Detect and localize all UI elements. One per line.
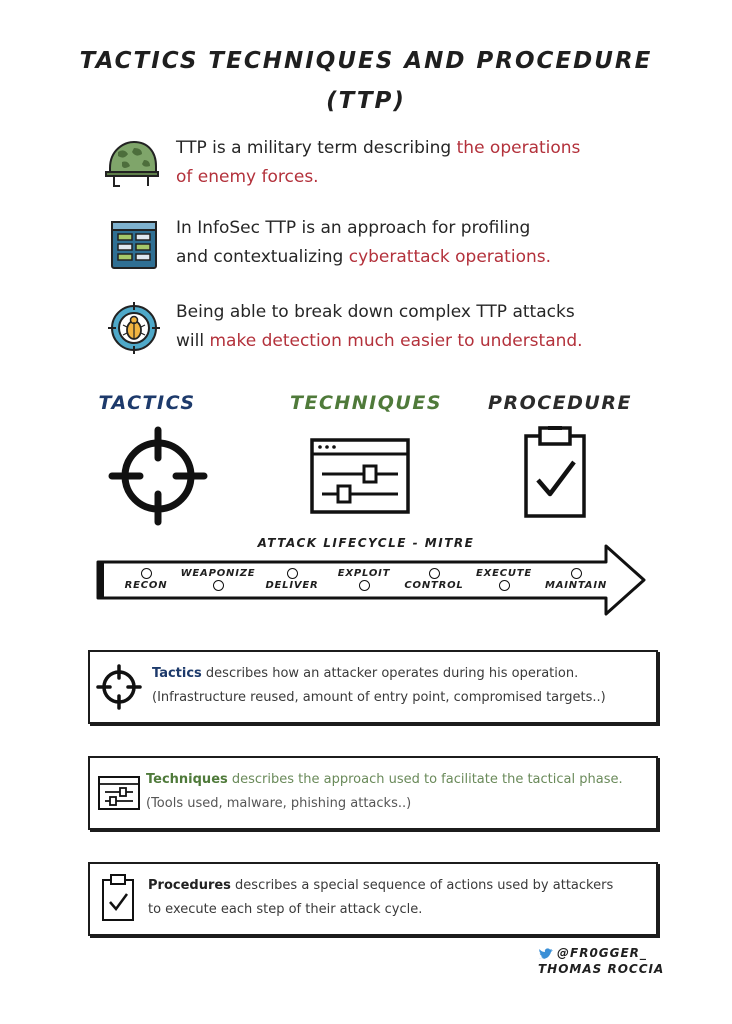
step-label: WEAPONIZE xyxy=(180,568,256,579)
box-text-line: describes the approach used to facilitate the tactical phase. xyxy=(227,772,623,787)
box-text-line: describes how an attacker operates during his operation. xyxy=(201,666,579,681)
intro-text-highlight: the operations xyxy=(456,138,581,158)
lifecycle-step xyxy=(542,568,610,591)
box-text-line: (Infrastructure reused, amount of entry point, compromised targets..) xyxy=(152,690,606,705)
intro-item xyxy=(104,298,664,358)
intro-text-plain: In InfoSec TTP is an approach for profiling xyxy=(176,218,531,238)
military-helmet-icon xyxy=(104,138,160,190)
procedures-description-box xyxy=(88,862,658,936)
intro-text-highlight: of enemy forces. xyxy=(176,167,319,187)
step-label: DELIVER xyxy=(265,580,319,591)
tactics-heading: TACTICS xyxy=(98,392,196,414)
tactics-description-box xyxy=(88,650,658,724)
box-text-line: (Tools used, malware, phishing attacks..) xyxy=(146,796,412,811)
lifecycle-step xyxy=(264,568,320,591)
step-label: EXPLOIT xyxy=(337,568,391,579)
intro-text-plain: Being able to break down complex TTP attacks xyxy=(176,302,575,322)
step-label: MAINTAIN xyxy=(544,580,608,591)
intro-text-highlight: cyberattack operations. xyxy=(348,247,552,267)
lifecycle-step xyxy=(122,568,170,591)
lifecycle-step xyxy=(472,568,536,591)
twitter-handle[interactable]: @FR0GGER_ xyxy=(557,946,647,960)
intro-item xyxy=(104,134,664,194)
crosshair-icon xyxy=(96,664,142,710)
techniques-description-box xyxy=(88,756,658,830)
techniques-heading: TECHNIQUES xyxy=(290,392,442,414)
page-subtitle: (TTP) xyxy=(326,88,406,114)
bug-target-icon xyxy=(104,302,160,354)
step-label: EXECUTE xyxy=(475,568,533,579)
clipboard-check-icon xyxy=(100,872,136,922)
box-text-line: to execute each step of their attack cycle. xyxy=(148,902,423,917)
intro-text-plain: will xyxy=(176,331,210,351)
box-keyword: Tactics xyxy=(152,666,202,681)
lifecycle-title: ATTACK LIFECYCLE - MITRE xyxy=(257,536,475,550)
page-title: TACTICS TECHNIQUES AND PROCEDURE xyxy=(79,48,653,74)
intro-text-plain: TTP is a military term describing xyxy=(176,138,457,158)
lifecycle-step xyxy=(402,568,466,591)
procedure-heading: PROCEDURE xyxy=(488,392,632,414)
credit xyxy=(538,946,688,976)
sliders-window-icon xyxy=(308,436,414,516)
step-label: CONTROL xyxy=(404,580,464,591)
intro-text-plain: and contextualizing xyxy=(176,247,349,267)
step-marker xyxy=(213,580,224,591)
crosshair-icon xyxy=(108,426,212,526)
app-window-icon xyxy=(104,218,160,270)
lifecycle-step xyxy=(334,568,394,591)
lifecycle-step xyxy=(180,568,256,591)
twitter-bird-icon xyxy=(538,946,554,960)
step-marker xyxy=(287,568,298,579)
step-label: RECON xyxy=(124,580,168,591)
step-marker xyxy=(571,568,582,579)
clipboard-check-icon xyxy=(520,422,590,520)
step-marker xyxy=(359,580,370,591)
intro-item xyxy=(104,214,664,274)
step-marker xyxy=(499,580,510,591)
author-name: THOMAS ROCCIA xyxy=(538,962,665,976)
intro-text-highlight: make detection much easier to understand. xyxy=(209,331,583,351)
step-marker xyxy=(429,568,440,579)
box-keyword: Techniques xyxy=(146,772,228,787)
sliders-window-icon xyxy=(96,774,142,812)
box-keyword: Procedures xyxy=(148,878,231,893)
step-marker xyxy=(141,568,152,579)
box-text-line: describes a special sequence of actions used by attackers xyxy=(230,878,614,893)
